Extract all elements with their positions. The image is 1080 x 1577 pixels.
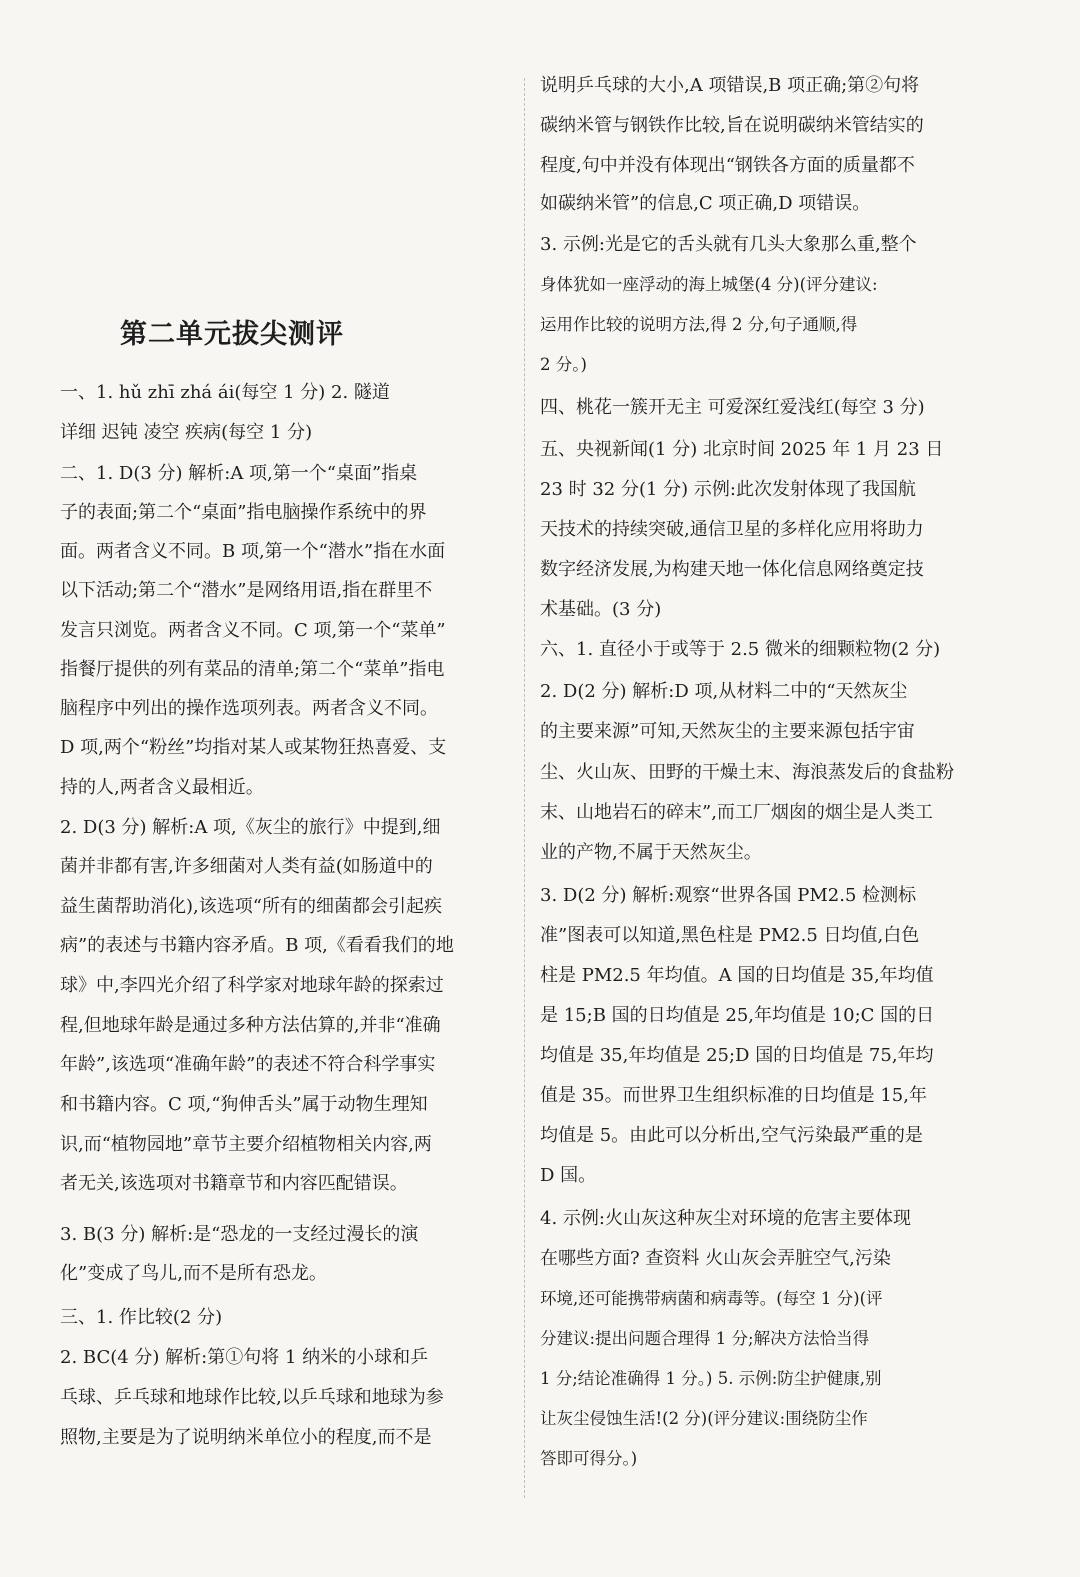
text-line: 分建议:提出问题合理得 1 分;解决方法恰当得 (540, 1329, 870, 1348)
text-line: 五、央视新闻(1 分) 北京时间 2025 年 1 月 23 日 (540, 439, 944, 460)
text-line: 说明乒乓球的大小,A 项错误,B 项正确;第②句将 (540, 75, 920, 96)
text-line: 是 15;B 国的日均值是 25,年均值是 10;C 国的日 (540, 1005, 935, 1026)
text-line: 详细 迟钝 凌空 疾病(每空 1 分) (60, 422, 313, 443)
column-divider (524, 78, 525, 1498)
text-line: 的主要来源”可知,天然灰尘的主要来源包括宇宙 (540, 721, 915, 742)
text-line: 答即可得分。) (540, 1449, 638, 1468)
text-line: 病”的表述与书籍内容矛盾。B 项,《看看我们的地 (60, 935, 454, 956)
text-line: 4. 示例:火山灰这种灰尘对环境的危害主要体现 (540, 1208, 911, 1229)
text-line: 子的表面;第二个“桌面”指电脑操作系统中的界 (60, 502, 427, 523)
text-line: 身体犹如一座浮动的海上城堡(4 分)(评分建议: (540, 275, 878, 294)
text-line: 球》中,李四光介绍了科学家对地球年龄的探索过 (60, 975, 444, 996)
text-line: 碳纳米管与钢铁作比较,旨在说明碳纳米管结实的 (540, 115, 924, 136)
text-line: 3. 示例:光是它的舌头就有几头大象那么重,整个 (540, 234, 917, 255)
text-line: 1 分;结论准确得 1 分。) 5. 示例:防尘护健康,别 (540, 1369, 882, 1388)
text-line: 2 分。) (540, 355, 587, 374)
text-line: 指餐厅提供的列有菜品的清单;第二个“菜单”指电 (60, 659, 445, 680)
text-line: 识,而“植物园地”章节主要介绍植物相关内容,两 (60, 1134, 432, 1155)
text-line: 一、1. hǔ zhī zhá ái(每空 1 分) 2. 隧道 (60, 382, 390, 403)
text-line: 程度,句中并没有体现出“钢铁各方面的质量都不 (540, 155, 915, 176)
text-line: 四、桃花一簇开无主 可爱深红爱浅红(每空 3 分) (540, 397, 925, 418)
text-line: 二、1. D(3 分) 解析:A 项,第一个“桌面”指桌 (60, 463, 418, 484)
text-line: 2. BC(4 分) 解析:第①句将 1 纳米的小球和乒 (60, 1347, 429, 1368)
text-line: 在哪些方面? 查资料 火山灰会弄脏空气,污染 (540, 1248, 891, 1269)
text-line: 益生菌帮助消化),该选项“所有的细菌都会引起疾 (60, 896, 442, 917)
text-line: 发言只浏览。两者含义不同。C 项,第一个“菜单” (60, 620, 446, 641)
text-line: 面。两者含义不同。B 项,第一个“潜水”指在水面 (60, 541, 446, 562)
text-line: 脑程序中列出的操作选项列表。两者含义不同。 (60, 698, 438, 719)
text-line: 照物,主要是为了说明纳米单位小的程度,而不是 (60, 1427, 432, 1448)
text-line: 持的人,两者含义最相近。 (60, 777, 264, 798)
text-line: 和书籍内容。C 项,“狗伸舌头”属于动物生理知 (60, 1094, 428, 1115)
text-line: 三、1. 作比较(2 分) (60, 1307, 223, 1328)
text-line: 运用作比较的说明方法,得 2 分,句子通顺,得 (540, 315, 858, 334)
text-line: 让灰尘侵蚀生活!(2 分)(评分建议:围绕防尘作 (540, 1409, 868, 1428)
text-line: 准”图表可以知道,黑色柱是 PM2.5 日均值,白色 (540, 925, 920, 946)
text-line: 均值是 5。由此可以分析出,空气污染最严重的是 (540, 1125, 923, 1146)
text-line: 业的产物,不属于天然灰尘。 (540, 842, 762, 863)
text-line: 六、1. 直径小于或等于 2.5 微米的细颗粒物(2 分) (540, 639, 941, 660)
text-line: 程,但地球年龄是通过多种方法估算的,并非“准确 (60, 1015, 441, 1036)
text-line: 以下活动;第二个“潜水”是网络用语,指在群里不 (60, 580, 433, 601)
text-line: 如碳纳米管”的信息,C 项正确,D 项错误。 (540, 193, 871, 214)
text-line: 3. D(2 分) 解析:观察“世界各国 PM2.5 检测标 (540, 885, 917, 906)
text-line: 23 时 32 分(1 分) 示例:此次发射体现了我国航 (540, 479, 916, 500)
text-line: 数字经济发展,为构建天地一体化信息网络奠定技 (540, 559, 924, 580)
text-line: 化”变成了鸟儿,而不是所有恐龙。 (60, 1263, 327, 1284)
page-title: 第二单元拔尖测评 (120, 319, 344, 350)
text-line: 乓球、乒乓球和地球作比较,以乒乓球和地球为参 (60, 1387, 444, 1408)
text-line: 天技术的持续突破,通信卫星的多样化应用将助力 (540, 519, 924, 540)
text-line: 均值是 35,年均值是 25;D 国的日均值是 75,年均 (540, 1045, 934, 1066)
text-line: 环境,还可能携带病菌和病毒等。(每空 1 分)(评 (540, 1289, 883, 1308)
text-line: D 国。 (540, 1165, 597, 1186)
text-line: 值是 35。而世界卫生组织标准的日均值是 15,年 (540, 1085, 927, 1106)
text-line: 3. B(3 分) 解析:是“恐龙的一支经过漫长的演 (60, 1224, 419, 1245)
text-line: D 项,两个“粉丝”均指对某人或某物狂热喜爱、支 (60, 737, 447, 758)
text-line: 者无关,该选项对书籍章节和内容匹配错误。 (60, 1173, 408, 1194)
text-line: 2. D(3 分) 解析:A 项,《灰尘的旅行》中提到,细 (60, 817, 441, 838)
text-line: 2. D(2 分) 解析:D 项,从材料二中的“天然灰尘 (540, 681, 908, 702)
text-line: 年龄”,该选项“准确年龄”的表述不符合科学事实 (60, 1054, 436, 1075)
text-line: 柱是 PM2.5 年均值。A 国的日均值是 35,年均值 (540, 965, 934, 986)
text-line: 术基础。(3 分) (540, 599, 662, 620)
text-line: 菌并非都有害,许多细菌对人类有益(如肠道中的 (60, 856, 433, 877)
text-line: 末、山地岩石的碎末”,而工厂烟囱的烟尘是人类工 (540, 802, 933, 823)
text-line: 尘、火山灰、田野的干燥土末、海浪蒸发后的食盐粉 (540, 762, 954, 783)
